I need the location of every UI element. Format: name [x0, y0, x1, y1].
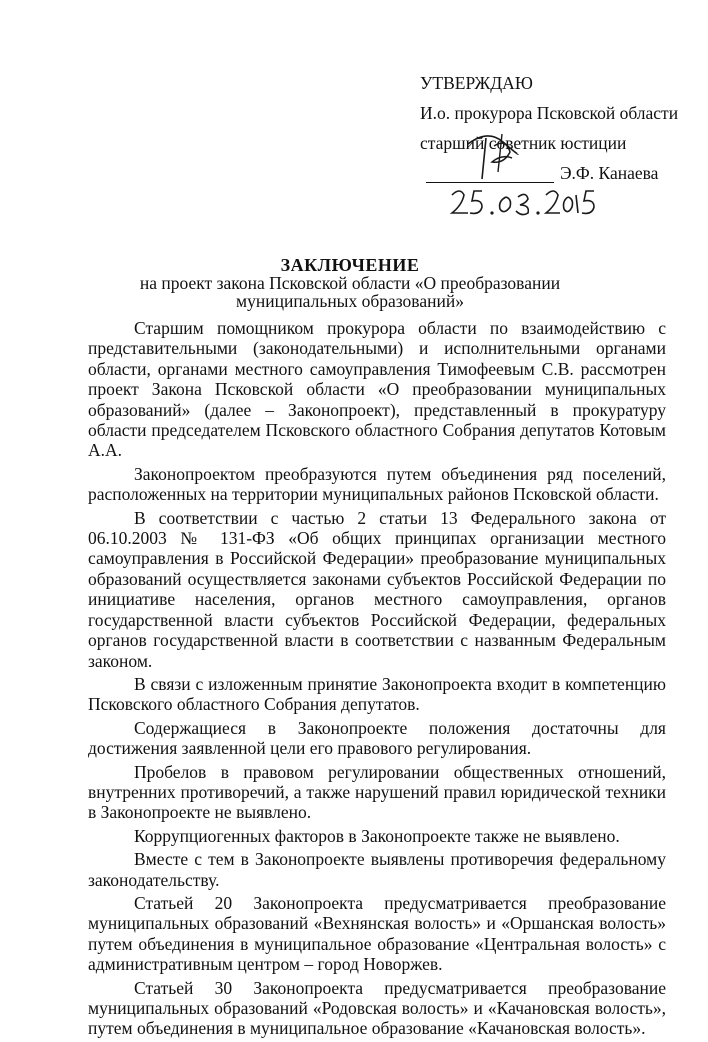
body-paragraph: В связи с изложенным принятие Законопроекта входит в компетенцию Псковского областного Собрания депутатов. [88, 673, 666, 715]
approval-stamp [420, 68, 700, 188]
body-paragraph: Пробелов в правовом регулировании общественных отношений, внутренних противоречий, а также нарушений правил юридической техники в Законопроекте не выявлено. [88, 761, 666, 823]
body-paragraph: Содержащиеся в Законопроекте положения достаточны для достижения заявленной цели его правового регулирования. [88, 717, 666, 759]
body-paragraph: Статьей 30 Законопроекта предусматривается преобразование муниципальных образований «Родовская волость» и «Качановская волость», путем объединения в муниципальное образование «Качановская волость». [88, 977, 666, 1039]
body-paragraph: Старшим помощником прокурора области по взаимодействию с представительными (законодательными) и исполнительными органами области, органами местного самоуправления Тимофеевым С.В. рассмотрен проект Закона Псковской области «О преобразовании муниципальных образований» (далее – Законопроект), представленный в прокуратуру области председателем Псковского областного Собрания депутатов Котовым А.А. [88, 318, 666, 461]
document-title: ЗАКЛЮЧЕНИЕ [280, 255, 420, 275]
body-paragraph: Законопроектом преобразуются путем объединения ряд поселений, расположенных на территории муниципальных районов Псковской области. [88, 463, 666, 505]
body-paragraph: Вместе с тем в Законопроекте выявлены противоречия федеральному законодательству. [88, 849, 666, 890]
approval-heading: УТВЕРЖДАЮ [420, 73, 533, 93]
body-paragraph: Коррупциогенных факторов в Законопроекте также не выявлено. [134, 825, 620, 846]
document-subtitle: на проект закона Псковской области «О преобразовании муниципальных образований» [139, 273, 561, 311]
handwritten-date [448, 183, 598, 223]
approver-position: И.о. прокурора Псковской области [420, 103, 679, 123]
signatory-name: Э.Ф. Канаева [560, 163, 659, 183]
document-title-block [80, 256, 620, 310]
body-paragraph: В соответствии с частью 2 статьи 13 Федерального закона от 06.10.2003 № 131-ФЗ «Об общих принципах организации местного самоуправления в Российской Федерации» преобразование муниципальных образований осуществляется законами субъектов Российской Федерации по инициативе населения, органов местного самоуправления, органов государственной власти субъектов Российской Федерации, федеральных органов государственной власти в соответствии с названным Федеральным законом. [88, 507, 666, 671]
body-paragraph: Статьей 20 Законопроекта предусматривается преобразование муниципальных образований «Вехнянская волость» и «Оршанская волость» путем объединения в муниципальное образование «Центральная волость» с административным центром – город Новоржев. [88, 892, 666, 975]
handwritten-signature [458, 124, 538, 184]
approver-rank: старший советник юстиции [420, 133, 627, 153]
document-body [88, 318, 666, 1042]
